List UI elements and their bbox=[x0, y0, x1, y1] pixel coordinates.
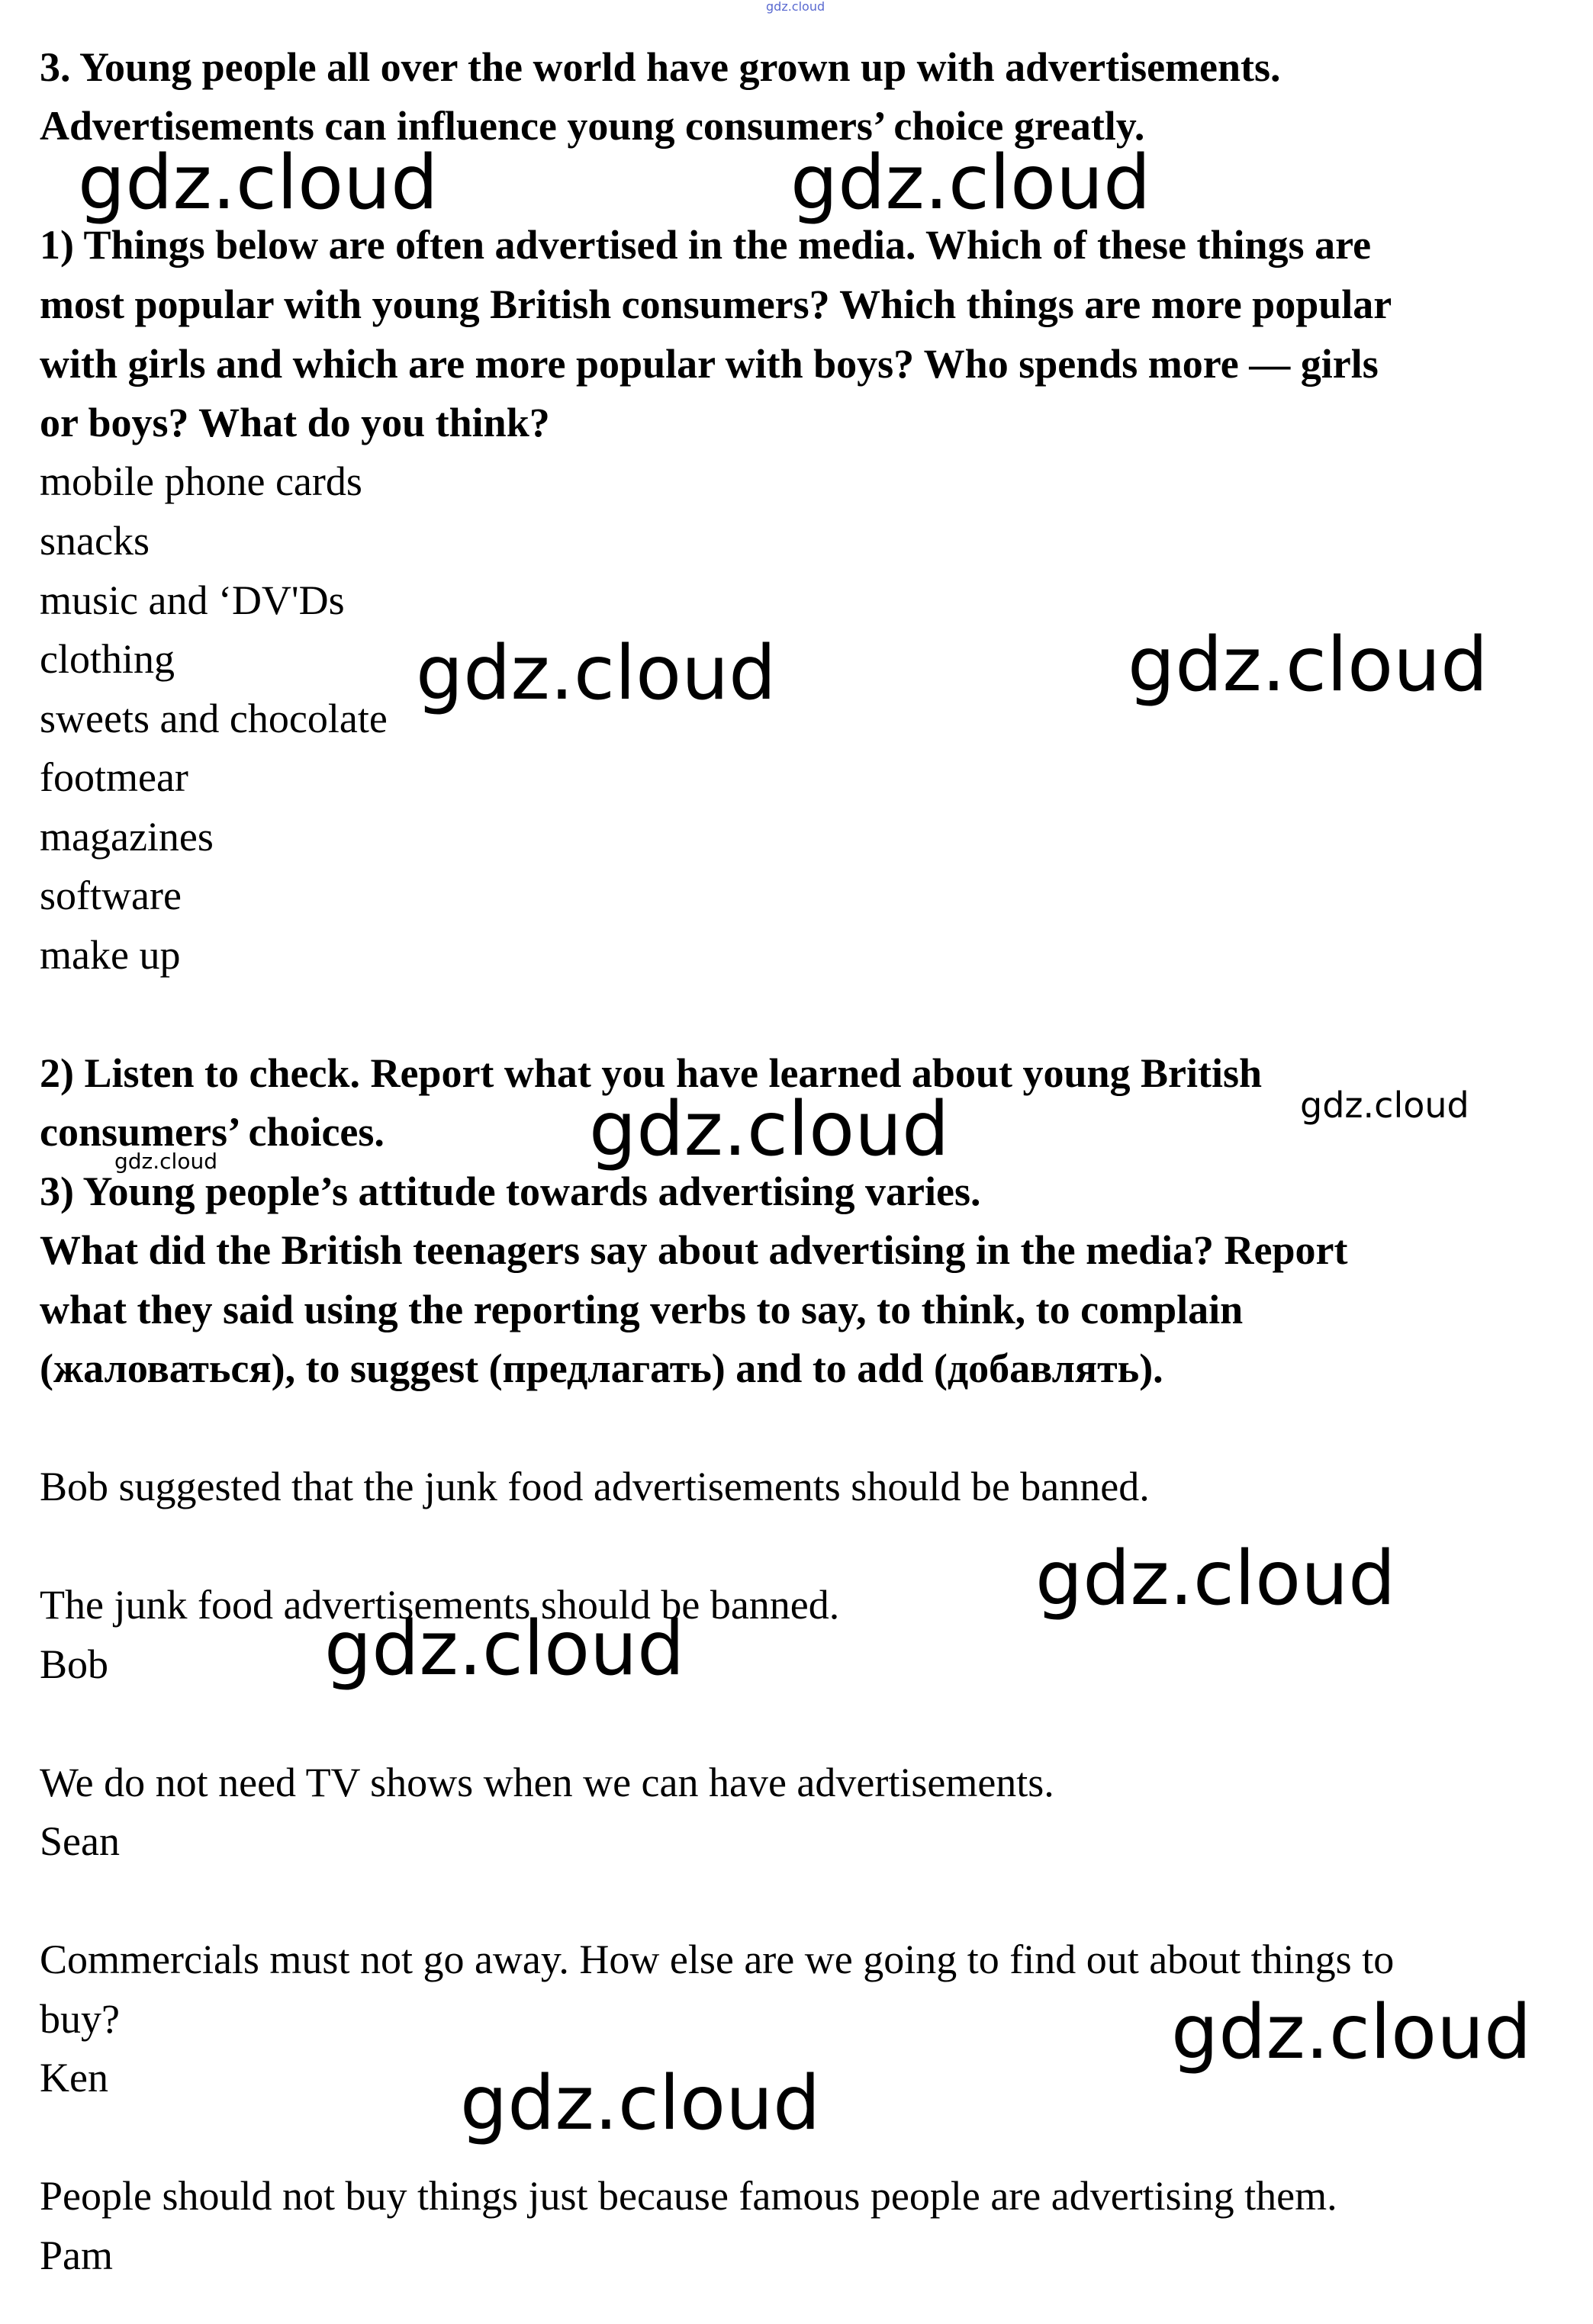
part1-line-4: or boys? What do you think? bbox=[40, 400, 550, 445]
list-item: make up bbox=[40, 932, 181, 978]
list-item: music and ‘DV'Ds bbox=[40, 577, 345, 623]
quote-text: buy? bbox=[40, 1996, 120, 2042]
part1-line-2: most popular with young British consumers? Which things are more popular bbox=[40, 281, 1392, 327]
part2-line-2: consumers’ choices. bbox=[40, 1109, 385, 1155]
part3-line-2: What did the British teenagers say about advertising in the media? Report bbox=[40, 1227, 1348, 1273]
watermark: gdz.cloud bbox=[78, 140, 439, 227]
watermark: gdz.cloud bbox=[589, 1086, 950, 1173]
task-title-line-2: Advertisements can influence young consumers’ choice greatly. bbox=[40, 103, 1145, 149]
quote-text: People should not buy things just because famous people are advertising them. bbox=[40, 2173, 1337, 2219]
list-item: mobile phone cards bbox=[40, 458, 362, 504]
list-item: snacks bbox=[40, 518, 150, 564]
quote-author: Bob bbox=[40, 1641, 109, 1687]
watermark: gdz.cloud bbox=[114, 1149, 217, 1174]
quote-text: The junk food advertisements should be banned. bbox=[40, 1582, 840, 1628]
watermark: gdz.cloud bbox=[460, 2060, 821, 2147]
watermark: gdz.cloud bbox=[1035, 1535, 1396, 1622]
quote-text: Commercials must not go away. How else are we going to find out about things to bbox=[40, 1937, 1395, 1982]
top-watermark: gdz.cloud bbox=[766, 0, 825, 14]
part3-line-1: 3) Young people’s attitude towards advertising varies. bbox=[40, 1168, 981, 1214]
watermark: gdz.cloud bbox=[416, 630, 777, 717]
quote-author: Pam bbox=[40, 2232, 114, 2278]
answer-example: Bob suggested that the junk food advertisements should be banned. bbox=[40, 1464, 1150, 1509]
quote-author: Sean bbox=[40, 1818, 120, 1864]
list-item: clothing bbox=[40, 636, 175, 682]
part1-line-1: 1) Things below are often advertised in the media. Which of these things are bbox=[40, 222, 1372, 268]
list-item: software bbox=[40, 873, 182, 918]
watermark: gdz.cloud bbox=[1171, 1989, 1532, 2076]
list-item: footmear bbox=[40, 754, 188, 800]
part3-line-3: what they said using the reporting verbs to say, to think, to complain bbox=[40, 1287, 1244, 1332]
watermark: gdz.cloud bbox=[790, 140, 1151, 227]
task-title-line-1: 3. Young people all over the world have grown up with advertisements. bbox=[40, 44, 1281, 90]
part3-line-4: (жаловаться), to suggest (предлагать) and to add (добавлять). bbox=[40, 1345, 1163, 1391]
watermark: gdz.cloud bbox=[1128, 622, 1488, 709]
list-item: magazines bbox=[40, 814, 214, 860]
part2-line-1: 2) Listen to check. Report what you have learned about young British bbox=[40, 1050, 1263, 1096]
list-item: sweets and chocolate bbox=[40, 696, 388, 741]
part1-line-3: with girls and which are more popular with boys? Who spends more — girls bbox=[40, 341, 1379, 387]
quote-text: We do not need TV shows when we can have advertisements. bbox=[40, 1760, 1054, 1805]
watermark: gdz.cloud bbox=[324, 1606, 685, 1692]
watermark: gdz.cloud bbox=[1300, 1085, 1469, 1126]
quote-author: Ken bbox=[40, 2055, 108, 2101]
